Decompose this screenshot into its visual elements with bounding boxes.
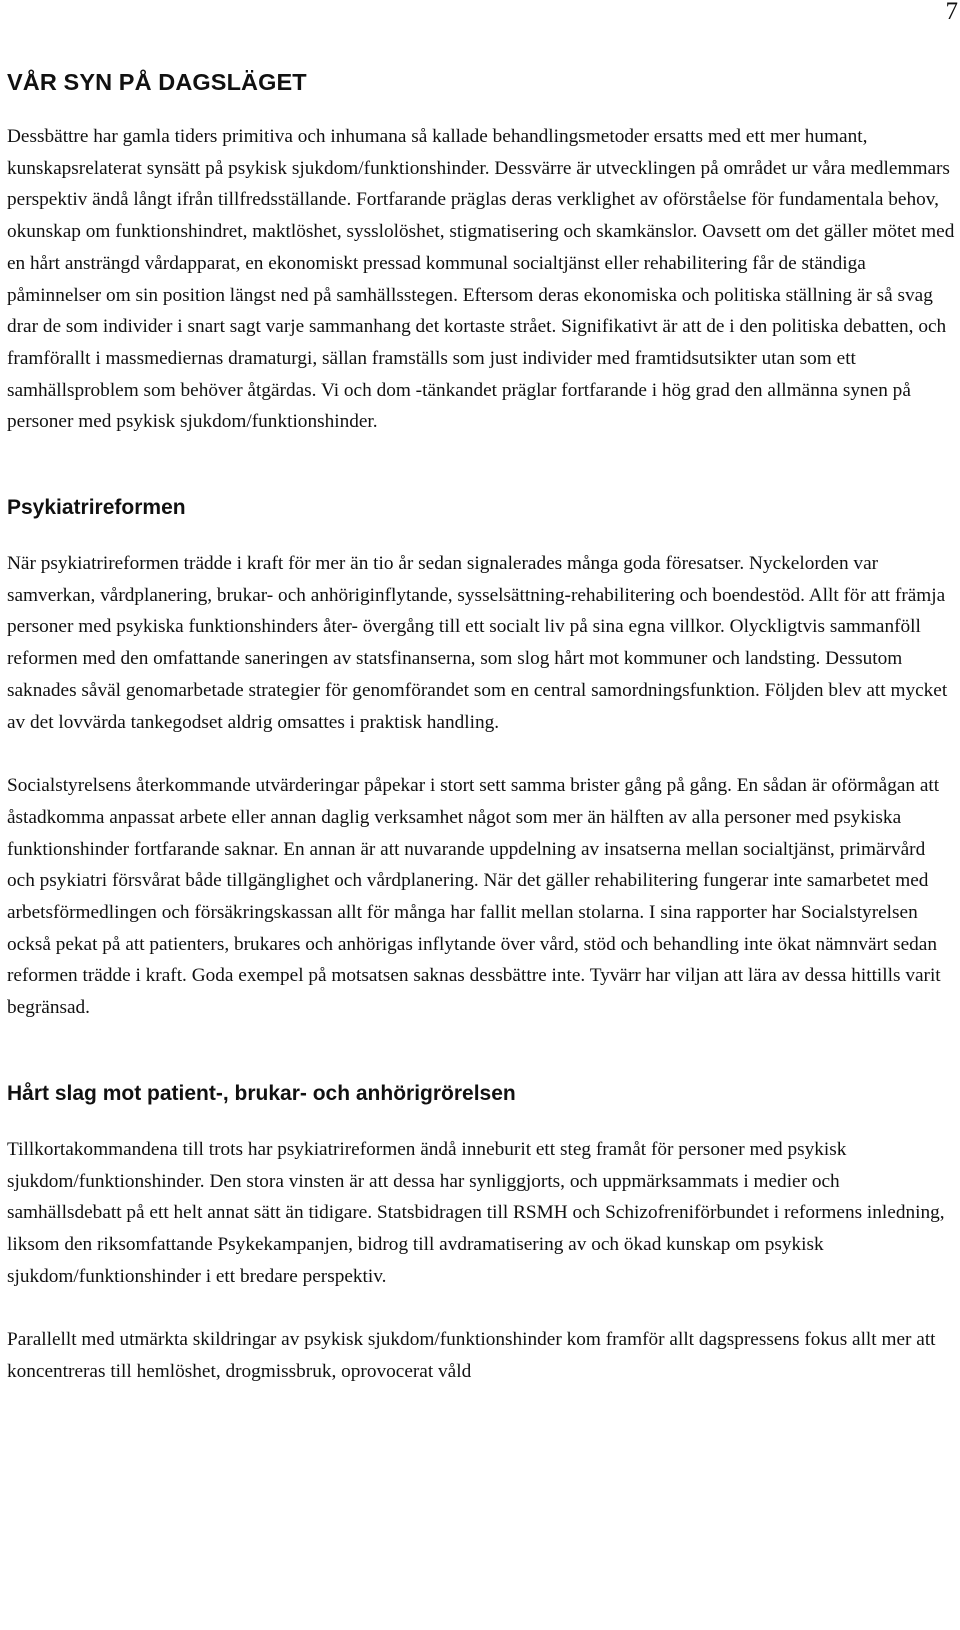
- section-dagslaget: [7, 62, 957, 438]
- paragraph: Socialstyrelsens återkommande utvärderingar påpekar i stort sett samma brister gång på gång. En sådan är oförmågan att åstadkomma anpassat arbete eller annan daglig verksamhet något som mer än hälften av alla personer med psykiska funktionshinder fortfarande saknar. En annan är att nuvarande uppdelning av insatserna mellan socialtjänst, primärvård och psykiatri försvårat både tillgänglighet och vårdplanering. När det gäller rehabilitering fungerar inte samarbetet med arbetsförmedlingen och försäkringskassan allt för många har fallit mellan stolarna. I sina rapporter har Socialstyrelsen också pekat på att patienters, brukares och anhörigas inflytande över vård, stöd och behandling inte ökat nämnvärt sedan reformen trädde i kraft. Goda exempel på motsatsen saknas dessbättre inte. Tyvärr har viljan att lära av dessa hittills varit begränsad.: [7, 775, 941, 1019]
- paragraph: Parallellt med utmärkta skildringar av psykisk sjukdom/funktionshinder kom framför allt dagspressens fokus allt mer att koncentreras till hemlöshet, drogmissbruk, oprovocerat våld: [7, 1329, 936, 1383]
- paragraph: När psykiatrireformen trädde i kraft för mer än tio år sedan signalerades många goda föresatser. Nyckelorden var samverkan, vårdplanering, brukar- och anhöriginflytande, sysselsättning-rehabilitering och boendestöd. Allt för att främja personer med psykiska funktionshinders åter- övergång till ett socialt liv på sina egna villkor. Olyckligtvis sammanföll reformen med den omfattande saneringen av statsfinanserna, som slog hårt mot kommuner och landsting. Dessutom saknades såväl genomarbetade strategier för genomförandet som en central samordningsfunktion. Följden blev att mycket av det lovvärda tankegodset aldrig omsattes i praktisk handling.: [7, 553, 948, 733]
- section-heading: Hårt slag mot patient-, brukar- och anhörigrörelsen: [7, 1081, 516, 1105]
- paragraph: Dessbättre har gamla tiders primitiva och inhumana så kallade behandlingsmetoder ersatts med ett mer humant, kunskapsrelaterat synsätt på psykisk sjukdom/funktionshinder. Dessvärre är utvecklingen på området ur våra medlemmars perspektiv ändå långt ifrån tillfredsställande. Fortfarande präglas deras verklighet av oförståelse för fundamentala behov, okunskap om funktionshindret, maktlöshet, sysslolöshet, stigmatisering och skamkänslor. Oavsett om det gäller mötet med en hårt ansträngd vårdapparat, en ekonomiskt pressad kommunal socialtjänst eller rehabilitering får de ständiga påminnelser om sin position längst ned på samhällsstegen. Eftersom deras ekonomiska och politiska ställning är så svag drar de som individer i snart sagt varje sammanhang det kortaste strået. Signifikativt är att de i den politiska debatten, och framförallt i massmediernas dramaturgi, sällan framställs som just individer med framtidsutsikter utan som ett samhällsproblem som behöver åtgärdas. Vi och dom -tänkandet präglar fortfarande i hög grad den allmänna synen på personer med psykisk sjukdom/funktionshinder.: [7, 126, 955, 433]
- section-psykiatrireformen: [7, 488, 957, 1024]
- section-hart-slag: [7, 1074, 957, 1388]
- page-number: 7: [945, 0, 958, 25]
- document-body: [7, 62, 957, 1388]
- section-heading: VÅR SYN PÅ DAGSLÄGET: [7, 69, 307, 95]
- paragraph: Tillkortakommandena till trots har psykiatrireformen ändå inneburit ett steg framåt för personer med psykisk sjukdom/funktionshinder. Den stora vinsten är att dessa har synliggjorts, och uppmärksammats i medier och samhällsdebatt på ett helt annat sätt än tidigare. Statsbidragen till RSMH och Schizofreniförbundet i reformens inledning, liksom den riksomfattande Psykekampanjen, bidrog till avdramatisering av och ökad kunskap om psykisk sjukdom/funktionshinder i ett bredare perspektiv.: [7, 1138, 945, 1287]
- section-heading: Psykiatrireformen: [7, 496, 186, 520]
